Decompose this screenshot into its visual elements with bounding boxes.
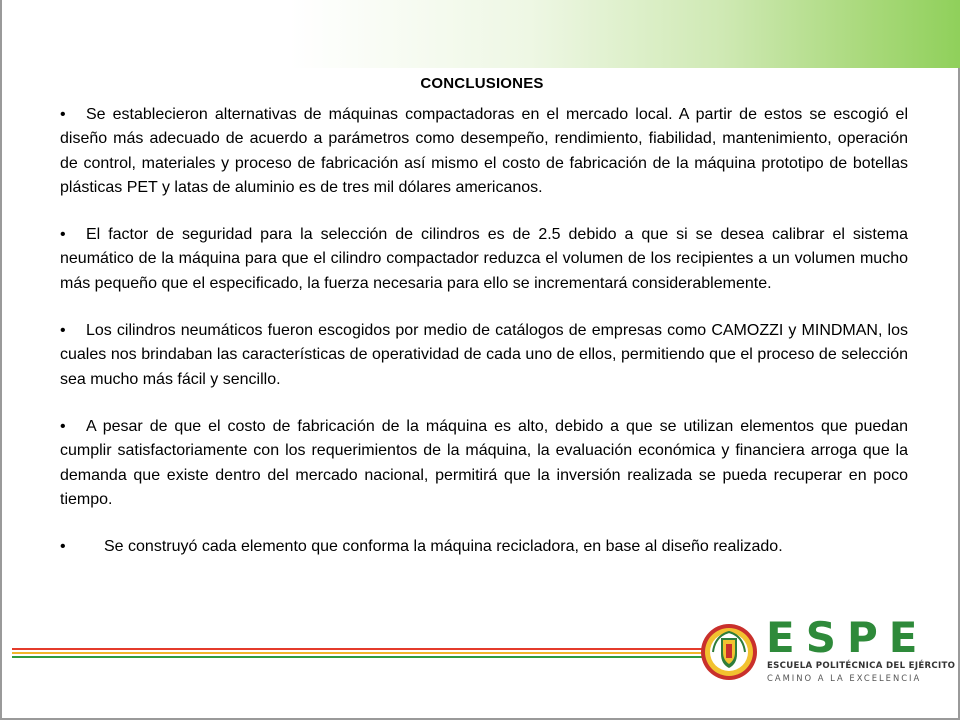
list-item: [60, 103, 908, 200]
bullet-icon: •: [60, 417, 66, 435]
paragraph-text: Se establecieron alternativas de máquinas compactadoras en el mercado local. A partir de estos se escogió el diseño más adecuado de acuerdo a parámetros como desempeño, rendimiento, fiabilidad, mantenimiento, operación de control, materiales y proceso de fabricación así mismo el costo de fabricación de la máquina prototipo de botellas plásticas PET y latas de aluminio es de tres mil dólares americanos.: [60, 106, 908, 196]
paragraph-text: El factor de seguridad para la selección de cilindros es de 2.5 debido a que si se desea calibrar el sistema neumático de la máquina para que el cilindro compactador reduzca el volumen de los recipientes a un volumen mucho más pequeño que el especificado, la fuerza necesaria para ello se incrementará considerablemente.: [60, 226, 908, 292]
conclusions-list: [60, 103, 908, 582]
list-item: [60, 535, 908, 559]
stripe-yellow: [12, 652, 702, 654]
bullet-icon: •: [60, 226, 66, 244]
stripe-green: [12, 656, 702, 658]
stripe-red: [12, 648, 702, 650]
list-item: [60, 319, 908, 392]
institution-name: ESCUELA POLITÉCNICA DEL EJÉRCITO: [767, 661, 956, 671]
bullet-icon: •: [60, 322, 66, 340]
bullet-icon: •: [60, 538, 66, 556]
espe-logo-text: ESPE: [766, 613, 929, 662]
espe-seal-icon: [699, 622, 759, 682]
list-item: [60, 415, 908, 512]
paragraph-text: Los cilindros neumáticos fueron escogidos por medio de catálogos de empresas como CAMOZZI y MINDMAN, los cuales nos brindaban las características de operatividad de cada uno de ellos, permitiendo que el proceso de selección sea mucho más fácil y sencillo.: [60, 322, 908, 388]
paragraph-text: Se construyó cada elemento que conforma la máquina recicladora, en base al diseño realizado.: [104, 538, 783, 556]
slide-title: CONCLUSIONES: [420, 75, 544, 92]
paragraph-text: A pesar de que el costo de fabricación de la máquina es alto, debido a que se utilizan elementos que puedan cumplir satisfactoriamente con los requerimientos de la máquina, la evaluación económica y financiera arroga que la demanda que existe dentro del mercado nacional, permitirá que la inversión realizada se pueda recuperar en poco tiempo.: [60, 417, 908, 508]
footer-tricolor-stripes: [12, 648, 702, 662]
bullet-icon: •: [60, 106, 66, 123]
institution-motto: CAMINO A LA EXCELENCIA: [767, 673, 922, 683]
list-item: [60, 223, 908, 296]
header-gradient-band: [2, 0, 960, 68]
